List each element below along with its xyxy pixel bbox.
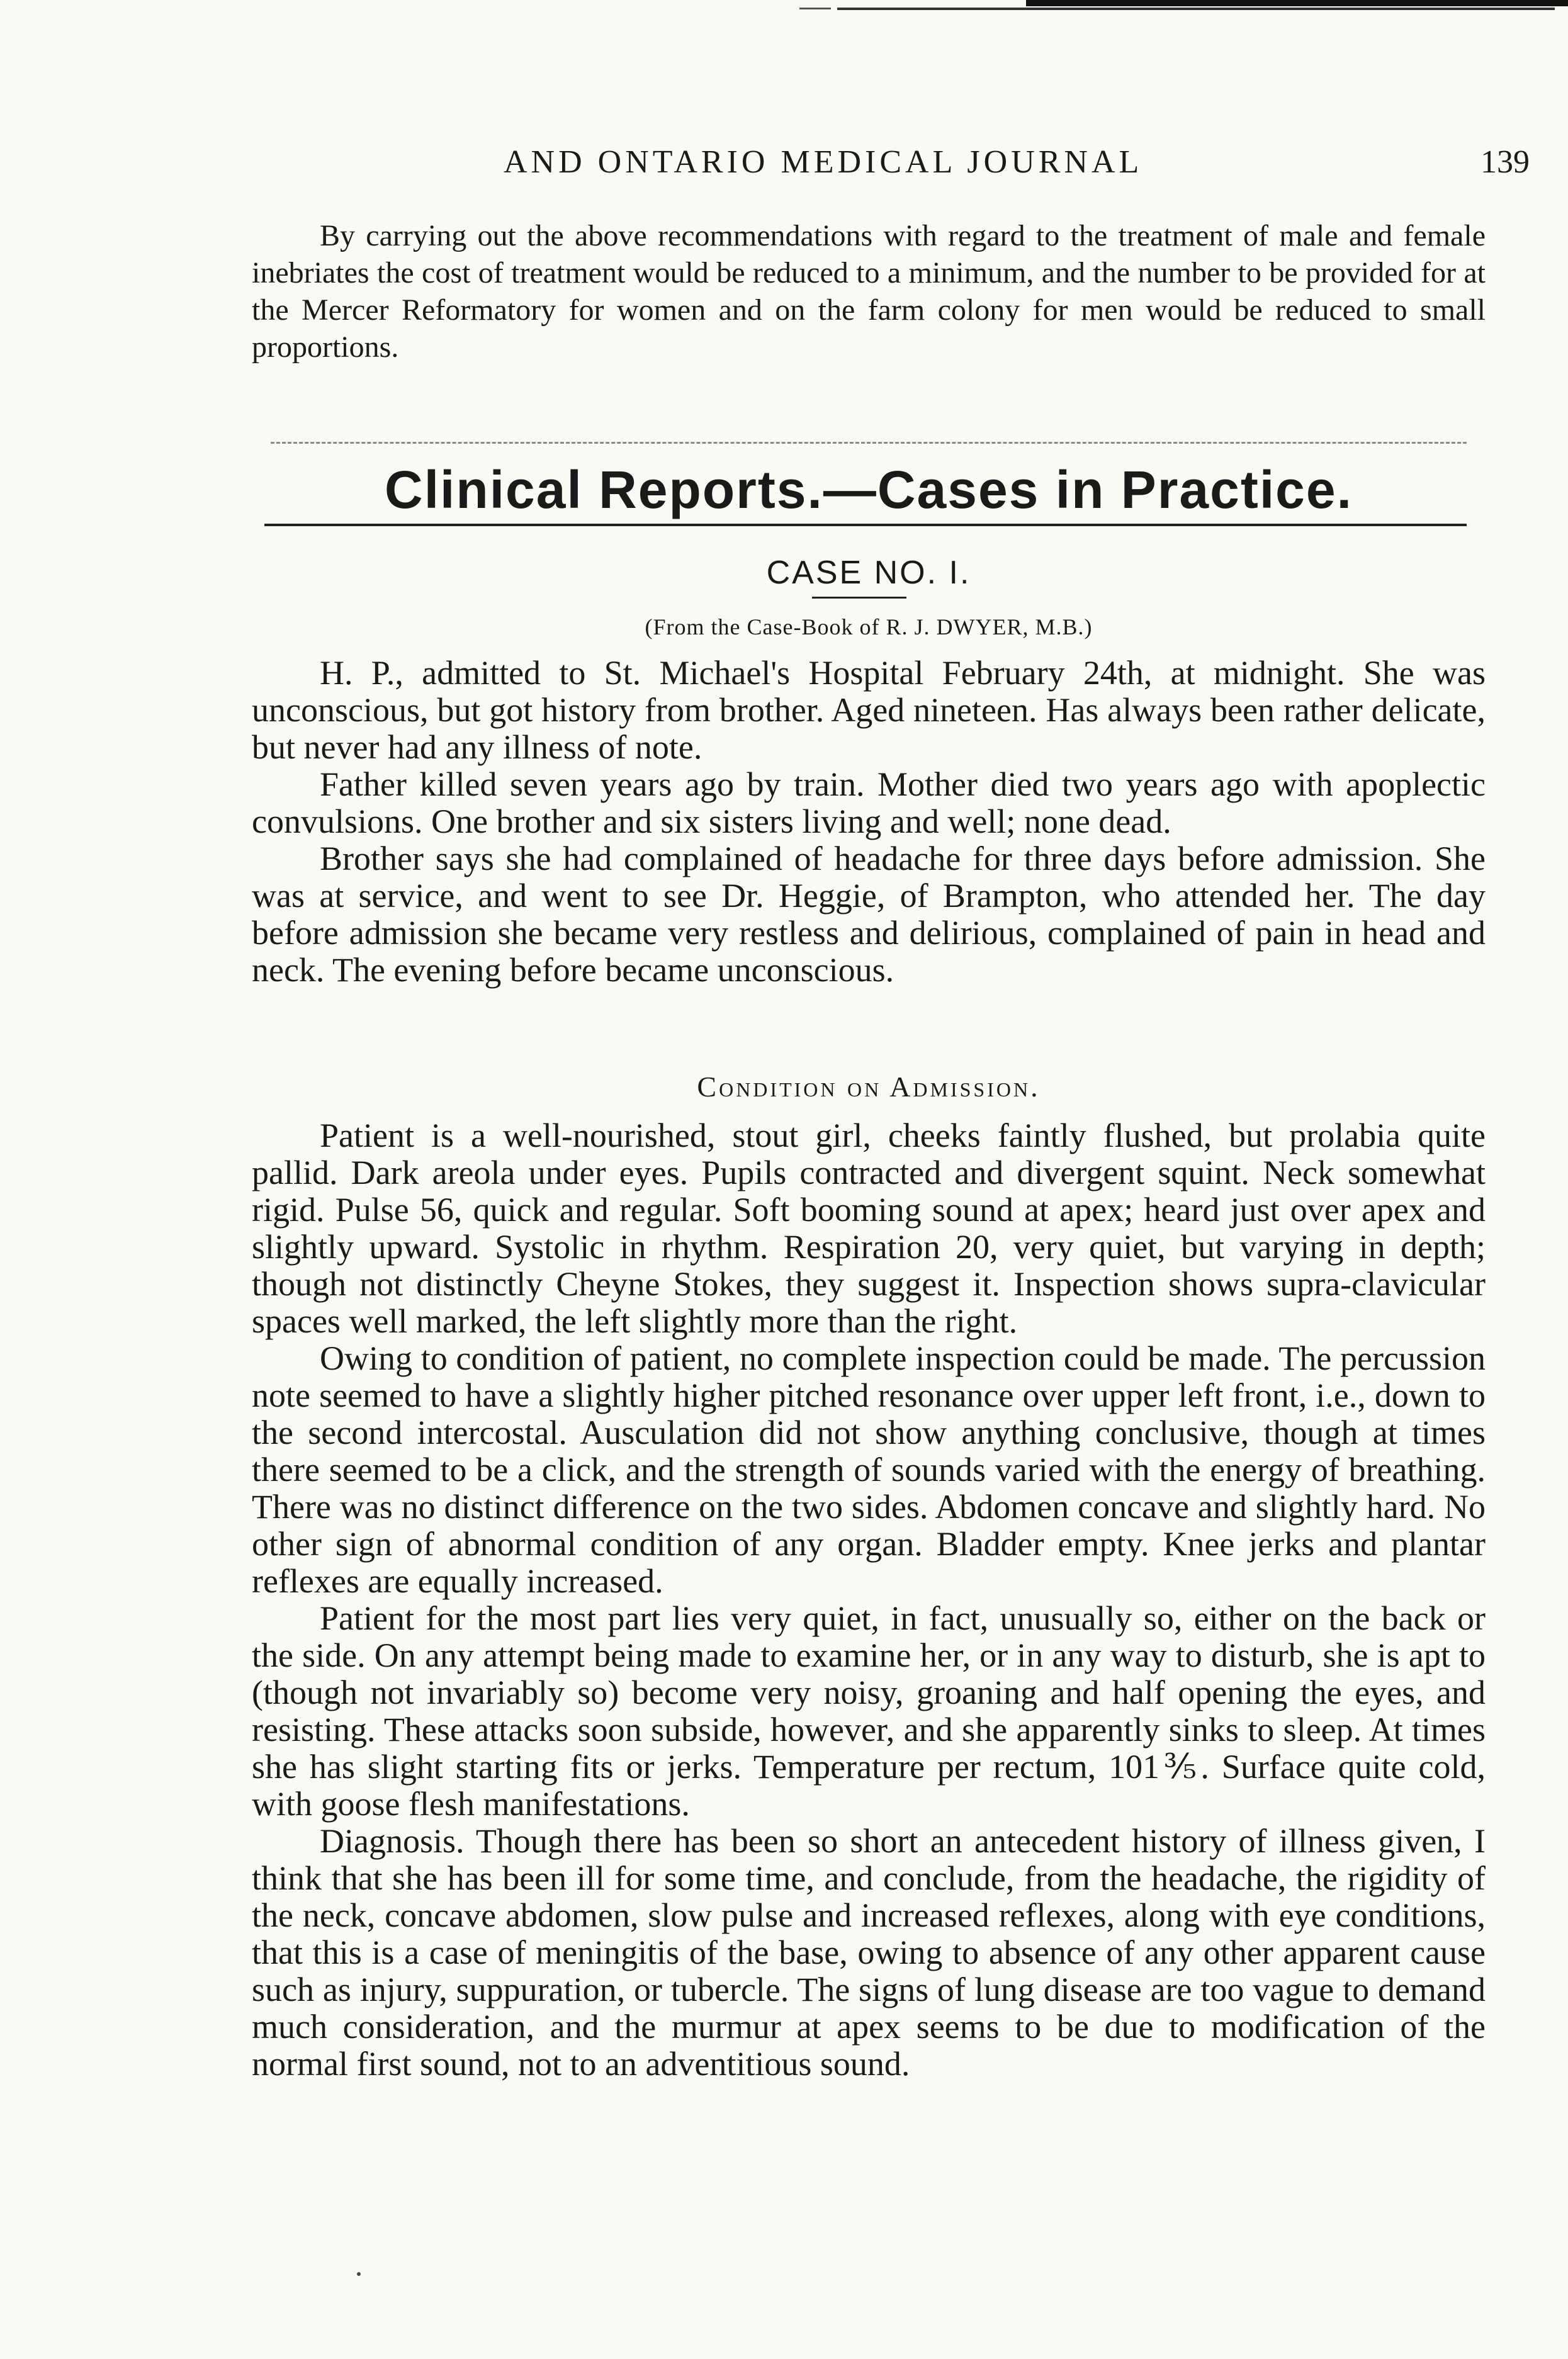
case-heading: CASE NO. I. — [766, 555, 971, 591]
stray-mark — [357, 2272, 361, 2276]
running-head — [271, 144, 1530, 194]
top-edge-rule-short — [799, 8, 831, 9]
condition-paragraph: Patient for the most part lies very quiet, in fact, unusually so, either on the back or the side. On any attempt being made to examine her, or in any way to disturb, she is apt to (though not invariably so) become very noisy, groaning and half opening the eyes, and resisting. These attacks soon subside, however, and she apparently sinks to sleep. At times she has slight starting fits or jerks. Temperature per rectum, 101⅗. Surface quite cold, with goose flesh manifestations. — [252, 1599, 1486, 1823]
intro-paragraph: By carrying out the above recommendations with regard to the treatment of male and female inebriates the cost of treatment would be reduced to a minimum, and the number to be provided for at the Mercer Reformatory for women and on the farm colony for men would be reduced to small proportions. — [252, 219, 1486, 364]
condition-paragraph: Patient is a well-nourished, stout girl, cheeks faintly flushed, but prolabia quite pallid. Dark areola under eyes. Pupils contracted and divergent squint. Neck somewhat rigid. Pulse 56, quick and regular. Soft booming sound at apex; heard just over apex and slightly upward. Systolic in rhythm. Respiration 20, very quiet, but varying in depth; though not distinctly Cheyne Stokes, they suggest it. Inspection shows supra-clavicular spaces well marked, the left slightly more than the right. — [252, 1117, 1486, 1340]
diagnosis-paragraph: Diagnosis. Though there has been so short an antecedent history of illness given, I think that she has been ill for some time, and conclude, from the headache, the rigidity of the neck, concave abdomen, slow pulse and increased reflexes, along with eye conditions, that this is a case of meningitis of the base, owing to absence of any other apparent cause such as injury, suppuration, or tubercle. The signs of lung disease are too vague to demand much consideration, and the murmur at apex seems to be due to modification of the normal first sound, not to an adventitious sound. — [252, 1822, 1486, 2083]
condition-paragraph: Owing to condition of patient, no complete inspection could be made. The percussion note seemed to have a slightly higher pitched resonance over upper left front, i.e., down to the second intercostal. Ausculation did not show anything conclusive, though at times there seemed to be a click, and the strength of sounds varied with the energy of breathing. There was no distinct difference on the two sides. Abdomen concave and slightly hard. No other sign of abnormal condition of any organ. Bladder empty. Knee jerks and plantar reflexes are equally increased. — [252, 1339, 1486, 1600]
history-paragraph: Brother says she had complained of headache for three days before admission. She was at service, and went to see Dr. Heggie, of Brampton, who attended her. The day before admission she became very restless and delirious, complained of pain in head and neck. The evening before became unconscious. — [252, 840, 1486, 989]
condition-section — [252, 1117, 1486, 2083]
case-heading-underline — [812, 597, 906, 599]
case-source-line: (From the Case-Book of R. J. DWYER, M.B.) — [645, 614, 1093, 639]
page-number: 139 — [1481, 144, 1530, 180]
section-rule-top — [271, 442, 1467, 444]
section-rule-bottom — [264, 524, 1467, 526]
intro-paragraph-block — [252, 217, 1486, 366]
top-edge-rule — [837, 8, 1555, 10]
history-paragraph: Father killed seven years ago by train. Mother died two years ago with apoplectic convulsions. One brother and six sisters living and well; none dead. — [252, 765, 1486, 840]
condition-subheading: Condition on Admission. — [697, 1071, 1041, 1103]
top-edge-rule-thick — [1026, 0, 1568, 6]
history-section — [252, 655, 1486, 989]
history-paragraph: H. P., admitted to St. Michael's Hospital February 24th, at midnight. She was unconscious, but got history from brother. Aged nineteen. Has always been rather delicate, but never had any illness of note. — [252, 654, 1486, 766]
journal-title: AND ONTARIO MEDICAL JOURNAL — [504, 144, 1143, 180]
section-heading: Clinical Reports.—Cases in Practice. — [385, 460, 1353, 519]
